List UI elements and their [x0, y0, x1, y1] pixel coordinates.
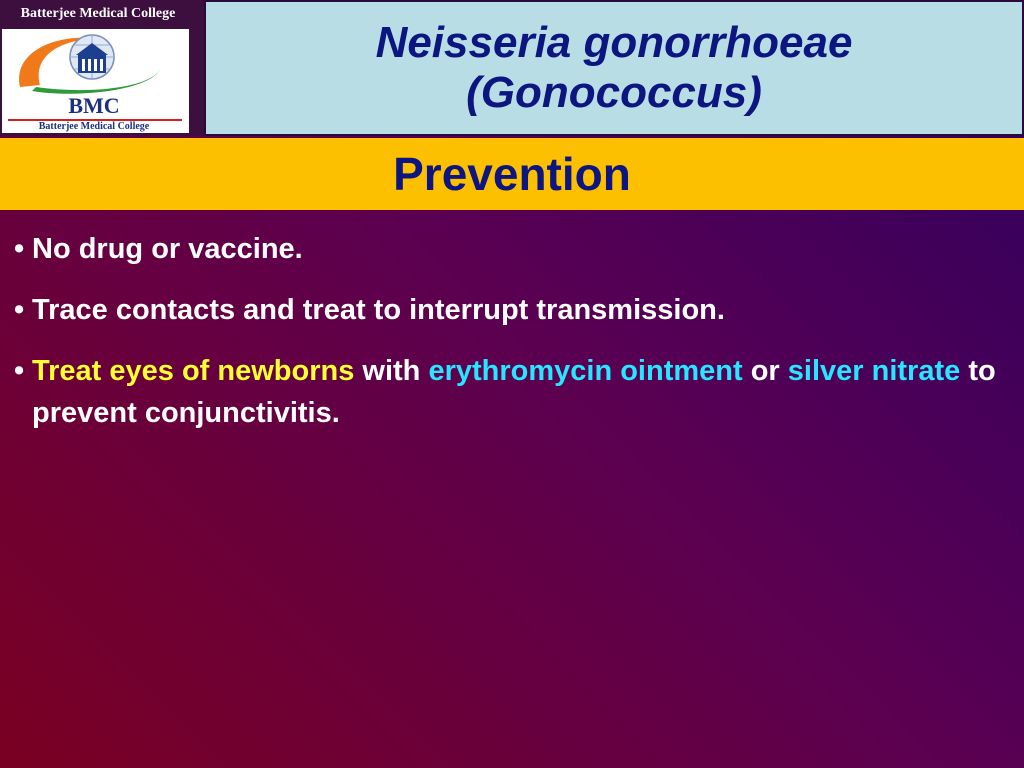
slide-title [204, 0, 1024, 136]
bullet-text: to prevent conjunctivitis. [32, 355, 996, 429]
bullet-dot-icon: • [14, 355, 25, 387]
highlight-newborns: Treat eyes of newborns [32, 355, 355, 387]
logo-caption: Batterjee Medical College [20, 6, 176, 21]
logo-subcaption: Batterjee Medical College [38, 121, 150, 132]
bullet-item [14, 350, 1014, 434]
bullet-text: No drug or vaccine. [32, 233, 303, 265]
bullet-text: with [354, 355, 429, 387]
section-heading: Prevention [393, 148, 631, 200]
highlight-erythromycin: erythromycin ointment [428, 355, 743, 387]
logo-block [0, 0, 204, 136]
bullet-item [14, 289, 1014, 331]
logo-mark-text: BMC [68, 93, 120, 118]
highlight-silver-nitrate: silver nitrate [787, 355, 961, 387]
bullet-dot-icon: • [14, 233, 25, 265]
bullet-item [14, 228, 1014, 270]
title-line-1: Neisseria gonorrhoeae [375, 18, 853, 67]
bmc-logo [2, 29, 189, 133]
bullet-list [14, 228, 1014, 453]
bullet-text: or [742, 355, 788, 387]
bullet-text: Trace contacts and treat to interrupt transmission. [32, 294, 725, 326]
bmc-logo-graphic [2, 29, 189, 133]
bullet-dot-icon: • [14, 294, 25, 326]
title-line-2: (Gonococcus) [466, 68, 762, 117]
section-bar [0, 138, 1024, 210]
